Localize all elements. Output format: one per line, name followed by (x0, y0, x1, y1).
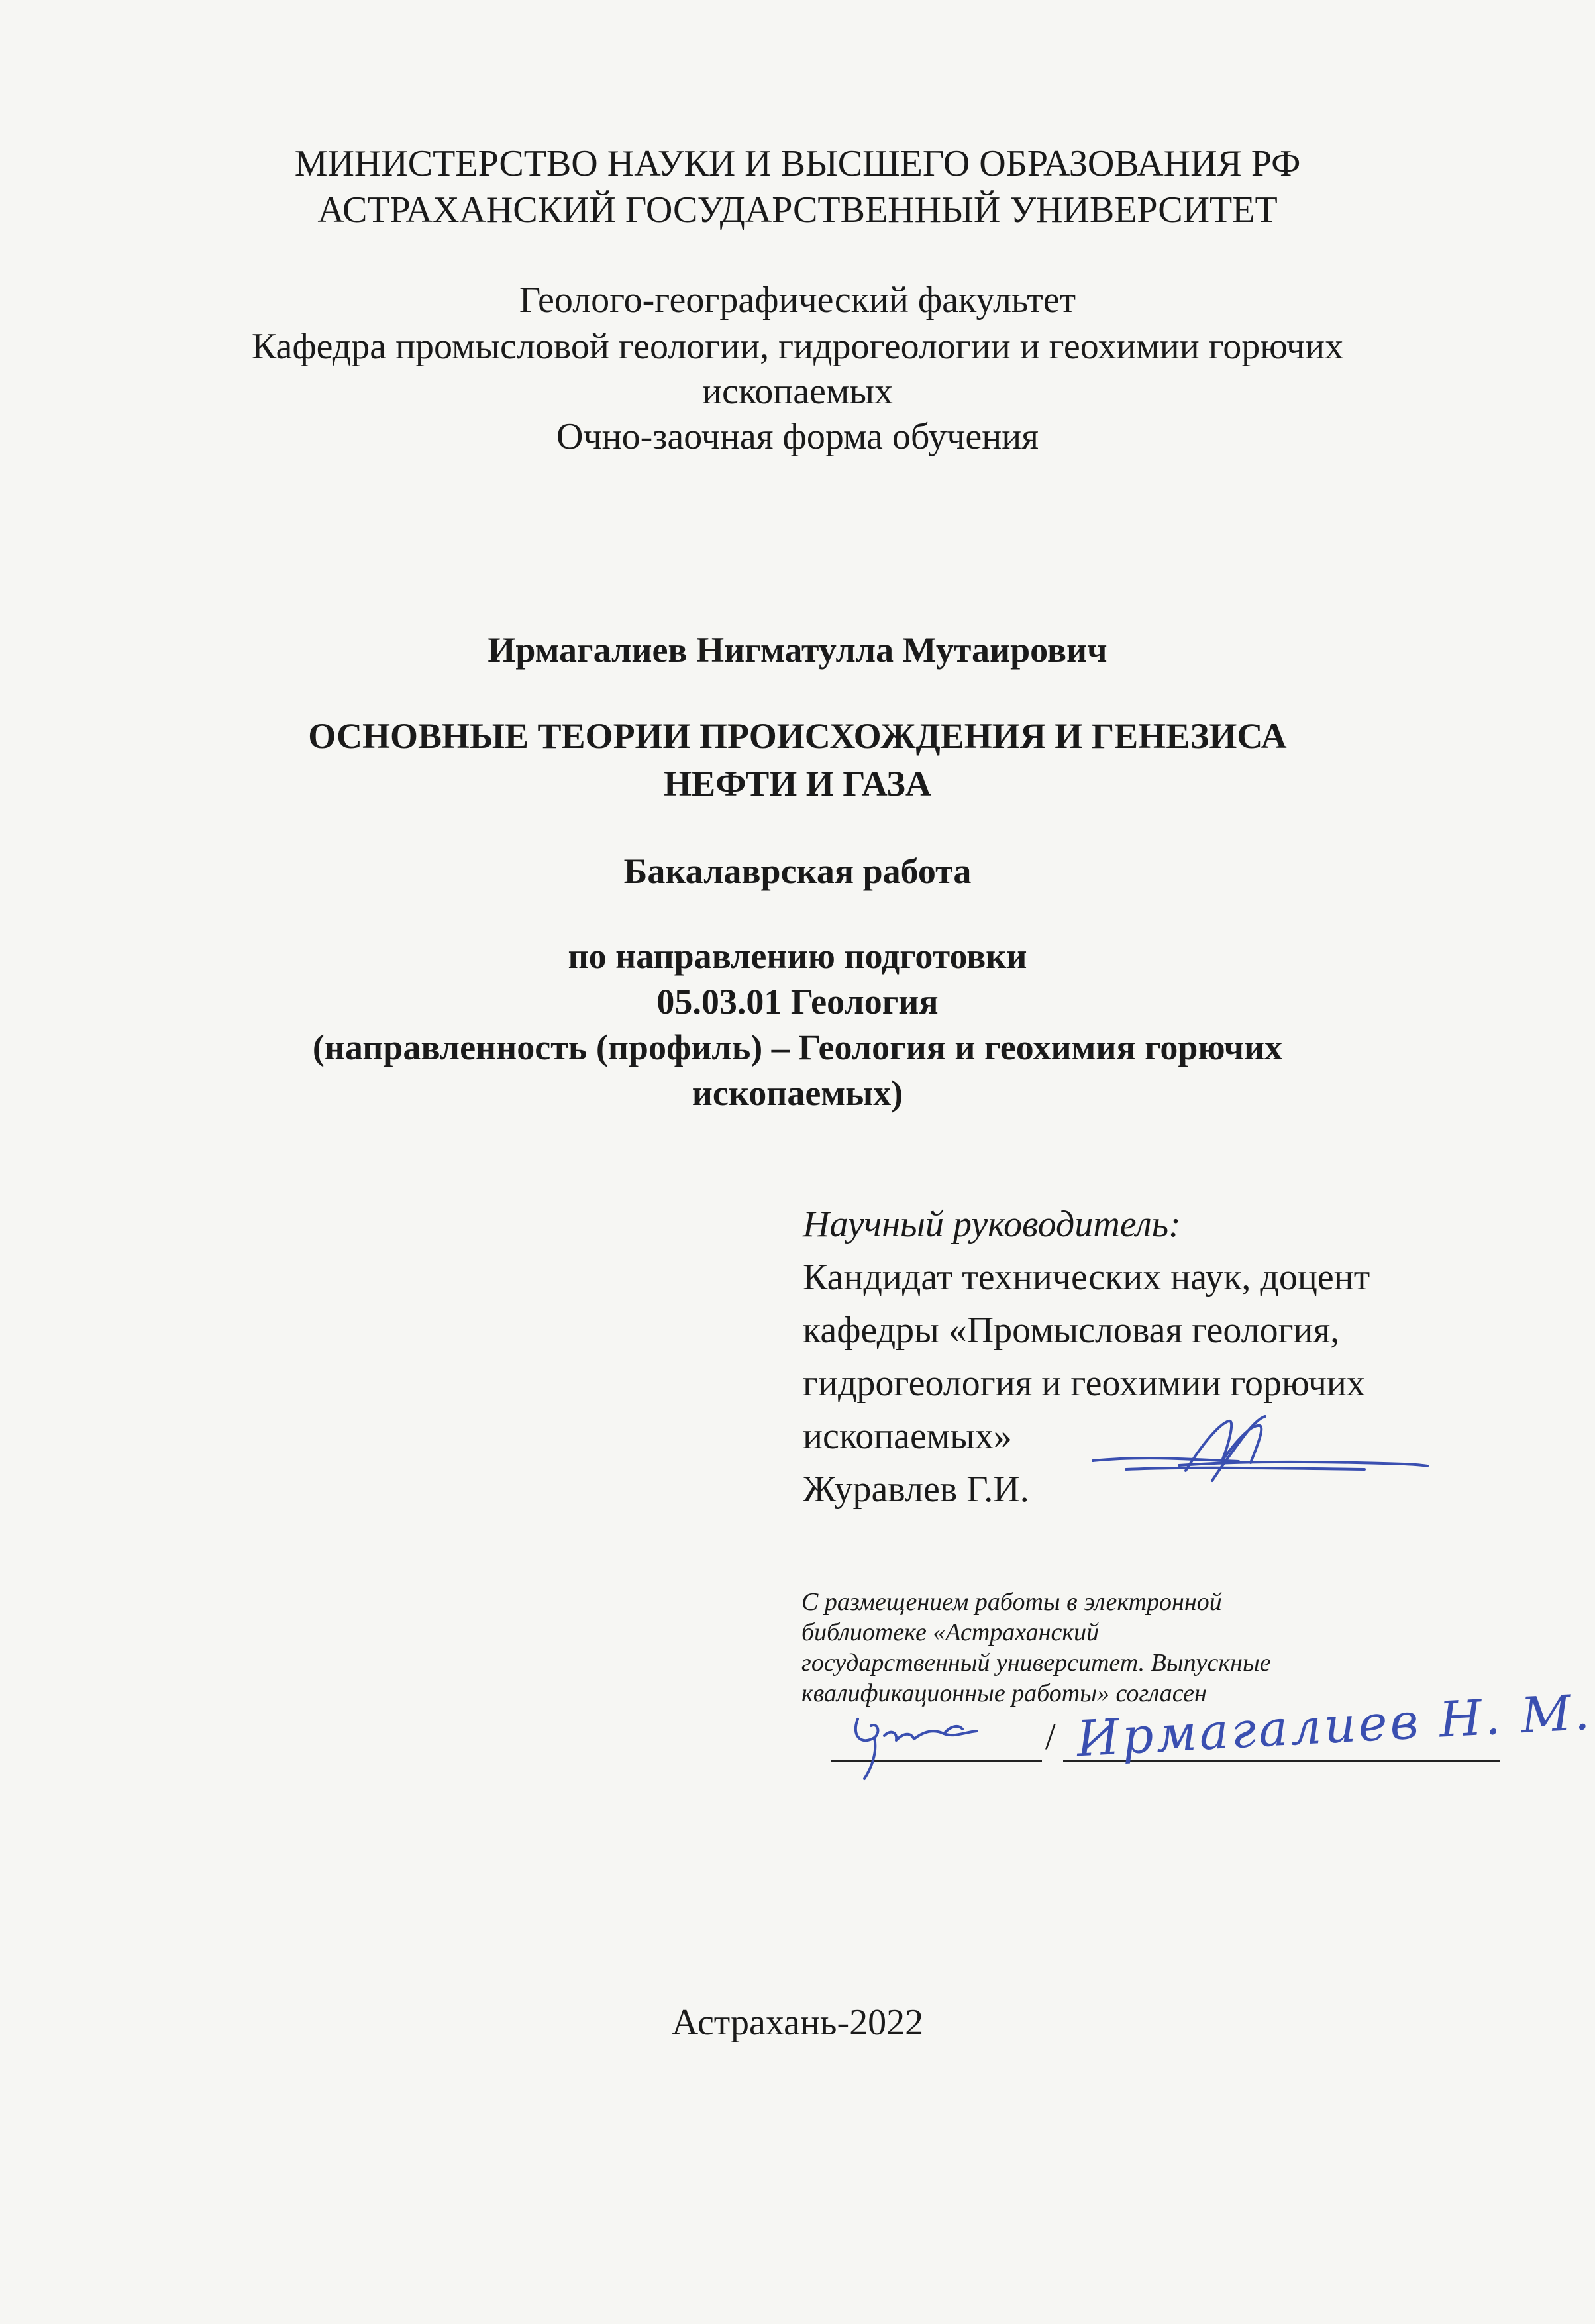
direction-line-3: (направленность (профиль) – Геология и геохимия горючих (312, 1028, 1283, 1067)
student-handwritten-name: Ирмагалиев Н. М. (1075, 1683, 1594, 1768)
thesis-title-line-1: ОСНОВНЫЕ ТЕОРИИ ПРОИСХОЖДЕНИЯ И ГЕНЕЗИСА (308, 716, 1287, 756)
consent-line-3: государственный университет. Выпускные (801, 1649, 1271, 1677)
study-form: Очно-заочная форма обучения (556, 416, 1039, 457)
student-signature (845, 1699, 997, 1785)
consent-line-1: С размещением работы в электронной (801, 1588, 1222, 1616)
consent-statement (801, 1587, 1398, 1709)
consent-line-2: библиотеке «Астраханский (801, 1618, 1100, 1646)
signature-separator: / (1045, 1717, 1056, 1758)
direction-line-4: ископаемых) (692, 1073, 903, 1113)
work-type: Бакалаврская работа (623, 851, 972, 891)
supervisor-name: Журавлев Г.И. (803, 1469, 1029, 1510)
show-through-artifact (291, 583, 300, 622)
city-year: Астрахань-2022 (671, 2002, 924, 2043)
thesis-title-line-2: НЕФТИ И ГАЗА (664, 764, 931, 804)
direction-line-2: 05.03.01 Геология (656, 982, 939, 1022)
consent-line-4: квалификационные работы» согласен (801, 1679, 1207, 1707)
university-heading: АСТРАХАНСКИЙ ГОСУДАРСТВЕННЫЙ УНИВЕРСИТЕТ (317, 189, 1278, 231)
supervisor-department-line-3: ископаемых» (803, 1416, 1012, 1457)
supervisor-department-line-2: гидрогеология и геохимии горючих (803, 1363, 1365, 1404)
supervisor-signature (1086, 1398, 1431, 1504)
supervisor-degree: Кандидат технических наук, доцент (803, 1257, 1370, 1298)
faculty-name: Геолого-географический факультет (519, 280, 1076, 321)
author-name: Ирмагалиев Нигматулла Мутаирович (488, 630, 1107, 670)
supervisor-label: Научный руководитель: (803, 1204, 1181, 1245)
ministry-heading: МИНИСТЕРСТВО НАУКИ И ВЫСШЕГО ОБРАЗОВАНИЯ РФ (294, 143, 1301, 184)
direction-line-1: по направлению подготовки (568, 936, 1027, 976)
department-line-1: Кафедра промысловой геологии, гидрогеологии и геохимии горючих (251, 326, 1344, 367)
department-line-2: ископаемых (702, 371, 893, 412)
supervisor-department-line-1: кафедры «Промысловая геология, (803, 1310, 1340, 1351)
